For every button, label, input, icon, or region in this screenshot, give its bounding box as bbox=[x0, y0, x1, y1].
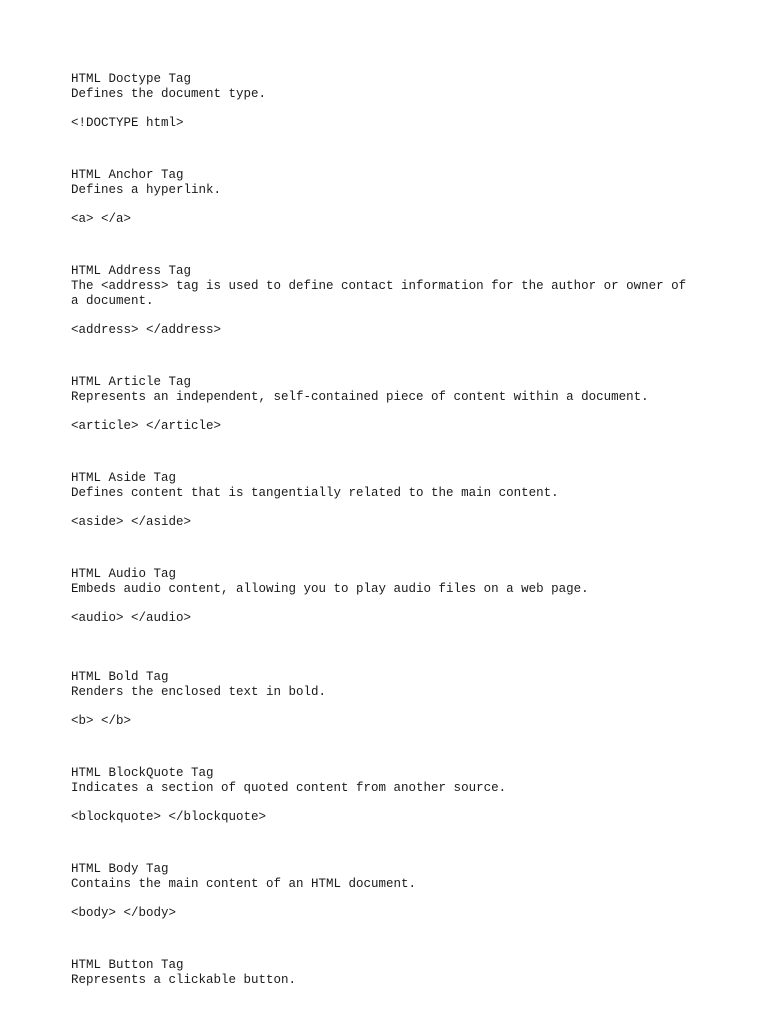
entry-description: Defines a hyperlink. bbox=[71, 183, 222, 197]
entry-description: Defines content that is tangentially related to the main content. bbox=[71, 486, 559, 500]
entry-description: Embeds audio content, allowing you to play audio files on a web page. bbox=[71, 582, 589, 596]
entry-title: HTML Bold Tag bbox=[71, 670, 169, 684]
entry-blockquote bbox=[71, 766, 701, 825]
entry-title: HTML Article Tag bbox=[71, 375, 192, 389]
entry-anchor bbox=[71, 168, 701, 227]
entry-title: HTML Aside Tag bbox=[71, 471, 177, 485]
entry-audio bbox=[71, 567, 701, 626]
entry-description: Renders the enclosed text in bold. bbox=[71, 685, 327, 699]
entry-code: <!DOCTYPE html> bbox=[71, 116, 184, 130]
entry-code: <aside> </aside> bbox=[71, 515, 192, 529]
entry-title: HTML Body Tag bbox=[71, 862, 169, 876]
entry-code: <audio> </audio> bbox=[71, 611, 192, 625]
entry-doctype bbox=[71, 72, 701, 131]
entry-code: <a> </a> bbox=[71, 212, 132, 226]
entry-title: HTML Doctype Tag bbox=[71, 72, 192, 86]
entry-description: The <address> tag is used to define contact information for the author or owner of a document. bbox=[71, 279, 694, 308]
entry-code: <address> </address> bbox=[71, 323, 222, 337]
entry-address bbox=[71, 264, 701, 338]
entry-description: Represents an independent, self-contained piece of content within a document. bbox=[71, 390, 649, 404]
entry-button bbox=[71, 958, 701, 988]
entry-title: HTML Anchor Tag bbox=[71, 168, 184, 182]
entry-description: Represents a clickable button. bbox=[71, 973, 297, 987]
entry-title: HTML Audio Tag bbox=[71, 567, 177, 581]
entry-body bbox=[71, 862, 701, 921]
entry-code: <b> </b> bbox=[71, 714, 132, 728]
document-page bbox=[71, 72, 701, 988]
entry-article bbox=[71, 375, 701, 434]
entry-title: HTML Address Tag bbox=[71, 264, 192, 278]
entry-title: HTML BlockQuote Tag bbox=[71, 766, 214, 780]
entry-code: <blockquote> </blockquote> bbox=[71, 810, 267, 824]
entry-description: Contains the main content of an HTML document. bbox=[71, 877, 417, 891]
entry-bold bbox=[71, 670, 701, 729]
entry-code: <body> </body> bbox=[71, 906, 177, 920]
entry-aside bbox=[71, 471, 701, 530]
entry-code: <article> </article> bbox=[71, 419, 222, 433]
entry-description: Indicates a section of quoted content from another source. bbox=[71, 781, 507, 795]
entry-description: Defines the document type. bbox=[71, 87, 267, 101]
entry-title: HTML Button Tag bbox=[71, 958, 184, 972]
